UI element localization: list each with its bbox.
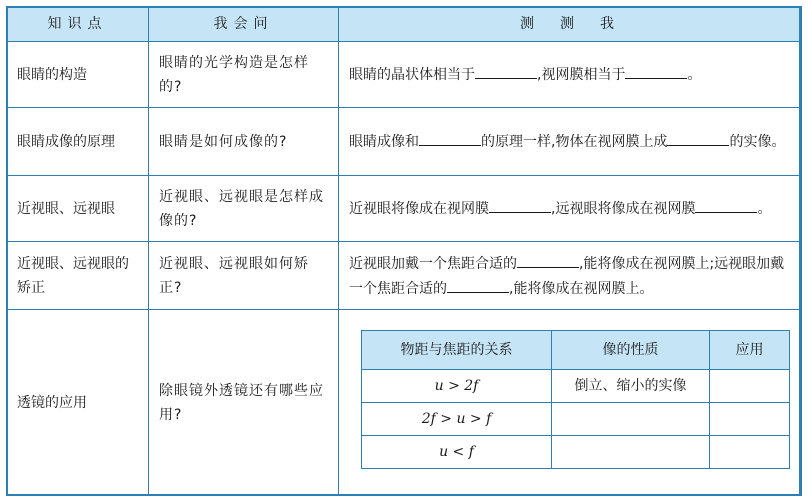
header-knowledge-point: 知识点 (7, 7, 149, 42)
image-nature: 倒立、缩小的实像 (552, 370, 710, 403)
knowledge-point: 眼睛的构造 (7, 42, 149, 108)
question: 除眼镜外透镜还有哪些应用? (149, 310, 339, 496)
test-cell: 近视眼加戴一个焦距合适的 ,能将像成在视网膜上;远视眼加戴一个焦距合适的 ,能将像成在视网膜上。 (339, 242, 802, 310)
test-cell: 近视眼将像成在视网膜 ,远视眼将像成在视网膜 。 (339, 176, 802, 242)
object-distance-relation: u > 2f (362, 370, 552, 403)
knowledge-point: 近视眼、远视眼 (7, 176, 149, 242)
object-distance-relation: 2f > u > f (362, 403, 552, 436)
question: 近视眼、远视眼是怎样成像的? (149, 176, 339, 242)
question: 近视眼、远视眼如何矫正? (149, 242, 339, 310)
knowledge-point: 透镜的应用 (7, 310, 149, 496)
object-distance-relation: u < f (362, 436, 552, 469)
header-relation: 物距与焦距的关系 (362, 331, 552, 370)
header-image-nature: 像的性质 (552, 331, 710, 370)
question: 眼睛的光学构造是怎样的? (149, 42, 339, 108)
question: 眼睛是如何成像的? (149, 108, 339, 176)
knowledge-point: 近视眼、远视眼的矫正 (7, 242, 149, 310)
header-application: 应用 (710, 331, 790, 370)
table-frame (6, 6, 801, 496)
knowledge-point: 眼睛成像的原理 (7, 108, 149, 176)
header-test-me: 测 测 我 (339, 7, 802, 42)
header-i-ask: 我会问 (149, 7, 339, 42)
test-cell: 眼睛的晶状体相当于 ,视网膜相当于 。 (339, 42, 802, 108)
test-cell: 眼睛成像和 的原理一样,物体在视网膜上成 的实像。 (339, 108, 802, 176)
